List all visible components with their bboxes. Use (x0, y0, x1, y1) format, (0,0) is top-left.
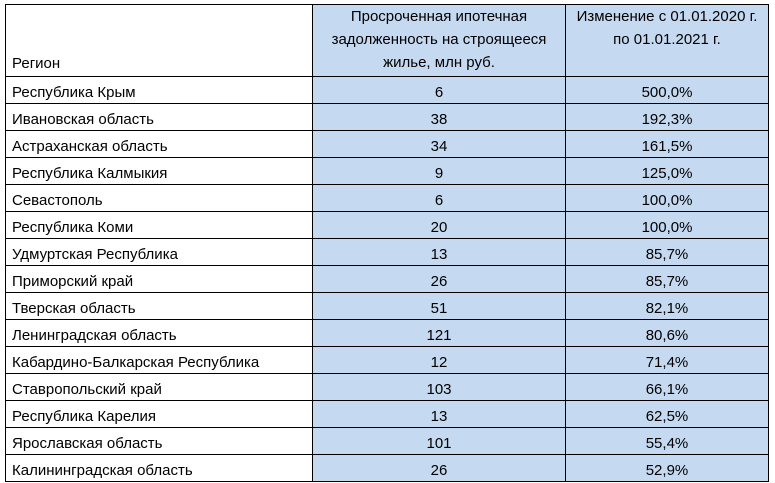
overdue-debt-cell: 9 (313, 158, 566, 185)
overdue-debt-cell: 6 (313, 77, 566, 104)
change-cell: 85,7% (566, 239, 769, 266)
table-row (6, 212, 769, 239)
change-cell: 161,5% (566, 131, 769, 158)
overdue-debt-cell: 26 (313, 266, 566, 293)
change-cell: 71,4% (566, 347, 769, 374)
table-body (6, 77, 769, 482)
table-row (6, 347, 769, 374)
change-cell: 100,0% (566, 212, 769, 239)
change-cell: 85,7% (566, 266, 769, 293)
overdue-debt-cell: 101 (313, 428, 566, 455)
table-row (6, 428, 769, 455)
overdue-debt-cell: 26 (313, 455, 566, 482)
table-row (6, 455, 769, 482)
table-row (6, 131, 769, 158)
table-row (6, 266, 769, 293)
region-cell: Ставропольский край (6, 374, 313, 401)
table-row (6, 185, 769, 212)
change-cell: 192,3% (566, 104, 769, 131)
table-row (6, 104, 769, 131)
change-cell: 500,0% (566, 77, 769, 104)
region-cell: Республика Калмыкия (6, 158, 313, 185)
change-cell: 80,6% (566, 320, 769, 347)
overdue-debt-cell: 34 (313, 131, 566, 158)
table-row (6, 374, 769, 401)
table-row (6, 158, 769, 185)
region-cell: Республика Карелия (6, 401, 313, 428)
region-cell: Кабардино-Балкарская Республика (6, 347, 313, 374)
region-cell: Астраханская область (6, 131, 313, 158)
overdue-debt-cell: 121 (313, 320, 566, 347)
region-cell: Удмуртская Республика (6, 239, 313, 266)
region-cell: Ленинградская область (6, 320, 313, 347)
table-row (6, 401, 769, 428)
table-row (6, 293, 769, 320)
change-cell: 100,0% (566, 185, 769, 212)
table-row (6, 239, 769, 266)
header-change: Изменение с 01.01.2020 г. по 01.01.2021 г. (566, 5, 769, 77)
overdue-debt-cell: 38 (313, 104, 566, 131)
region-cell: Ярославская область (6, 428, 313, 455)
header-region: Регион (6, 5, 313, 77)
overdue-debt-cell: 12 (313, 347, 566, 374)
region-cell: Ивановская область (6, 104, 313, 131)
region-cell: Севастополь (6, 185, 313, 212)
overdue-debt-cell: 20 (313, 212, 566, 239)
overdue-debt-cell: 103 (313, 374, 566, 401)
change-cell: 52,9% (566, 455, 769, 482)
overdue-debt-cell: 13 (313, 401, 566, 428)
region-cell: Республика Крым (6, 77, 313, 104)
header-row (6, 5, 769, 77)
change-cell: 125,0% (566, 158, 769, 185)
region-cell: Калининградская область (6, 455, 313, 482)
table-row (6, 320, 769, 347)
change-cell: 55,4% (566, 428, 769, 455)
regional-debt-table (5, 4, 769, 482)
region-cell: Республика Коми (6, 212, 313, 239)
overdue-debt-cell: 51 (313, 293, 566, 320)
change-cell: 66,1% (566, 374, 769, 401)
overdue-debt-cell: 6 (313, 185, 566, 212)
region-cell: Приморский край (6, 266, 313, 293)
change-cell: 62,5% (566, 401, 769, 428)
table-row (6, 77, 769, 104)
overdue-debt-cell: 13 (313, 239, 566, 266)
region-cell: Тверская область (6, 293, 313, 320)
change-cell: 82,1% (566, 293, 769, 320)
header-overdue-debt: Просроченная ипотечная задолженность на строящееся жилье, млн руб. (313, 5, 566, 77)
